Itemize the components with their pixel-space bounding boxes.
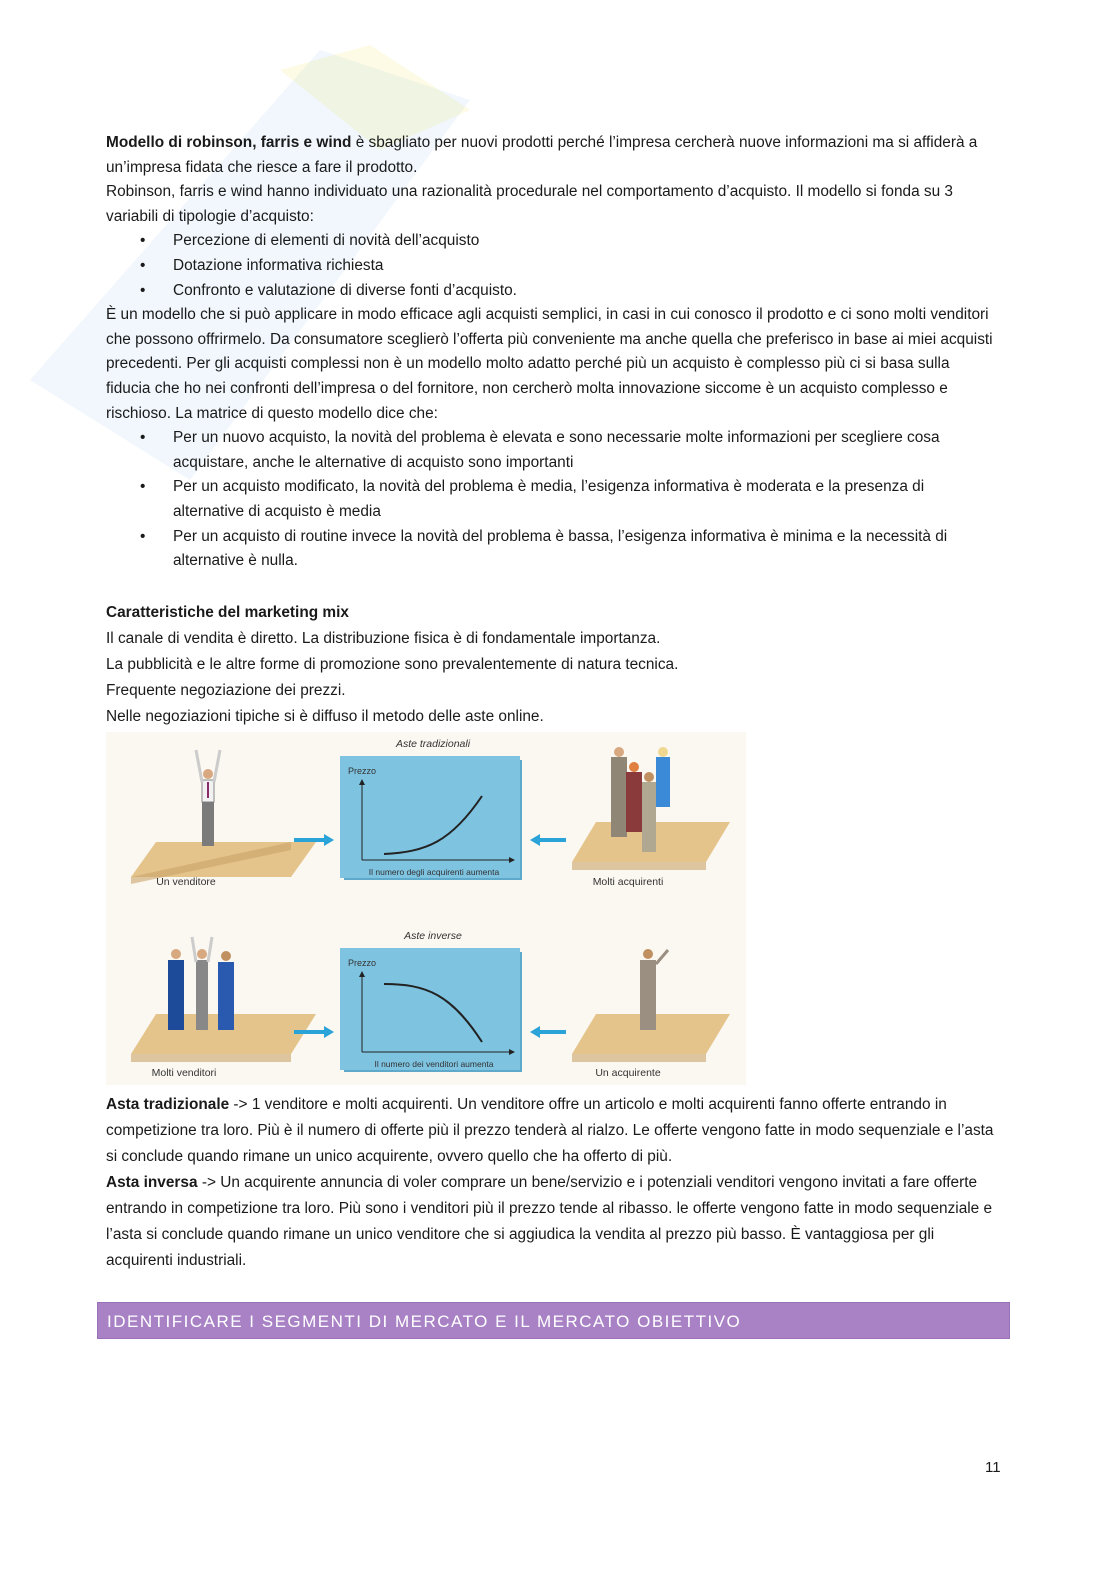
line: La pubblicità e le altre forme di promozione sono prevalentemente di natura tecnica. [106,656,679,673]
top-price-chart [340,756,522,880]
auctions-figure [106,732,746,1085]
section-heading [106,600,998,626]
list-item: • Dotazione informativa richiesta [173,254,998,279]
line: Il canale di vendita è diretto. La distribuzione fisica è di fondamentale importanza. [106,630,661,647]
y-axis-label: Prezzo [348,766,377,776]
section-auction-types [106,1092,998,1274]
line: Frequente negoziazione dei prezzi. [106,682,346,699]
arrow-left-icon [530,1026,540,1038]
paragraph-intro [106,131,998,180]
line: Nelle negoziazioni tipiche si è diffuso il metodo delle aste online. [106,708,544,725]
page-number: 11 [985,1459,1001,1476]
paragraph-traditional-auction [106,1092,998,1170]
section-robinson-model [106,131,998,574]
top-left-label: Un venditore [156,876,216,888]
top-right-label: Molti acquirenti [592,876,664,888]
arrow-right-icon [324,1026,334,1038]
paragraph-application: È un modello che si può applicare in modo efficace agli acquisti semplici, in casi in cui conosco il prodotto e ci sono molti venditori che possono offrirmelo. Da consumatore sceglierò l’offerta più conveniente ma anche quella che preferisco in base ai miei acquisti precedenti. Per gli acquisti complessi non è un modello molto adatto perché più un acquisto è complesso più ci si basa sulla fiducia che ho nei confronti dell’impresa o del fornitore, non cercherò molta innovazione siccome è un acquisto complesso e rischioso. La matrice di questo modello dice che: [106,306,993,422]
x-axis-label: Il numero degli acquirenti aumenta [368,867,500,877]
section-marketing-mix [106,600,998,730]
text: -> Un acquirente annuncia di voler comprare un bene/servizio e i potenziali venditori vengono invitati a fare offerte entrando in competizione tra loro. Più sono i venditori più il prezzo tende al ribasso. le offerte vengono fatte in modo sequenziale e l’asta si conclude quando rimane un unico venditore che si aggiudica la vendita al prezzo più basso. È vantaggiosa per gli acquirenti industriali. [106,1174,993,1269]
seller-figure-icon [196,750,220,846]
text: è sbagliato per nuovi prodotti perché l’impresa cercherà nuove informazioni ma si affiderà a un’impresa fidata che riesce a fare il prodotto. [106,134,978,176]
list-item: • Per un nuovo acquisto, la novità del problema è elevata e sono necessarie molte informazioni per scegliere cosa acquistare, anche le alternative di acquisto sono importanti [173,426,998,475]
arrow-left-icon [530,834,540,846]
bottom-right-label: Un acquirente [595,1067,661,1079]
bottom-title: Aste inverse [404,930,462,942]
list-item: • Confronto e valutazione di diverse fonti d’acquisto. [173,279,998,304]
bottom-price-chart [340,948,522,1072]
paragraph-reverse-auction [106,1170,998,1274]
paragraph-variables: Robinson, farris e wind hanno individuato una razionalità procedurale nel comportamento d’acquisto. Il modello si fonda su 3 variabili di tipologie d’acquisto: [106,183,953,225]
list-item: • Percezione di elementi di novità dell’acquisto [173,229,998,254]
variables-list [106,229,998,303]
bold-term: Asta tradizionale [106,1096,230,1113]
matrix-list [106,426,998,574]
chapter-heading-band: IDENTIFICARE I SEGMENTI DI MERCATO E IL MERCATO OBIETTIVO [97,1302,1010,1339]
y-axis-label: Prezzo [348,958,377,968]
bold-term: Asta inversa [106,1174,198,1191]
arrow-right-icon [324,834,334,846]
bottom-left-label: Molti venditori [151,1067,217,1079]
text: -> 1 venditore e molti acquirenti. Un venditore offre un articolo e molti acquirenti fanno offerte entrando in competizione tra loro. Più è il numero di offerte più il prezzo tenderà al rialzo. Le offerte vengono fatte in modo sequenziale e l’asta si conclude quando rimane un unico acquirente, ovvero quello che ha offerto di più. [106,1096,994,1165]
list-item: • Per un acquisto modificato, la novità del problema è media, l’esigenza informativa è moderata e la presenza di alternative di acquisto è media [173,475,998,524]
bold-term: Modello di robinson, farris e wind [106,134,352,151]
list-item: • Per un acquisto di routine invece la novità del problema è bassa, l’esigenza informativa è minima e la necessità di alternative è nulla. [173,525,998,574]
sellers-group-icon [168,937,234,1030]
x-axis-label: Il numero dei venditori aumenta [374,1059,494,1069]
heading-text: Caratteristiche del marketing mix [106,604,349,621]
top-title: Aste tradizionali [395,738,471,750]
